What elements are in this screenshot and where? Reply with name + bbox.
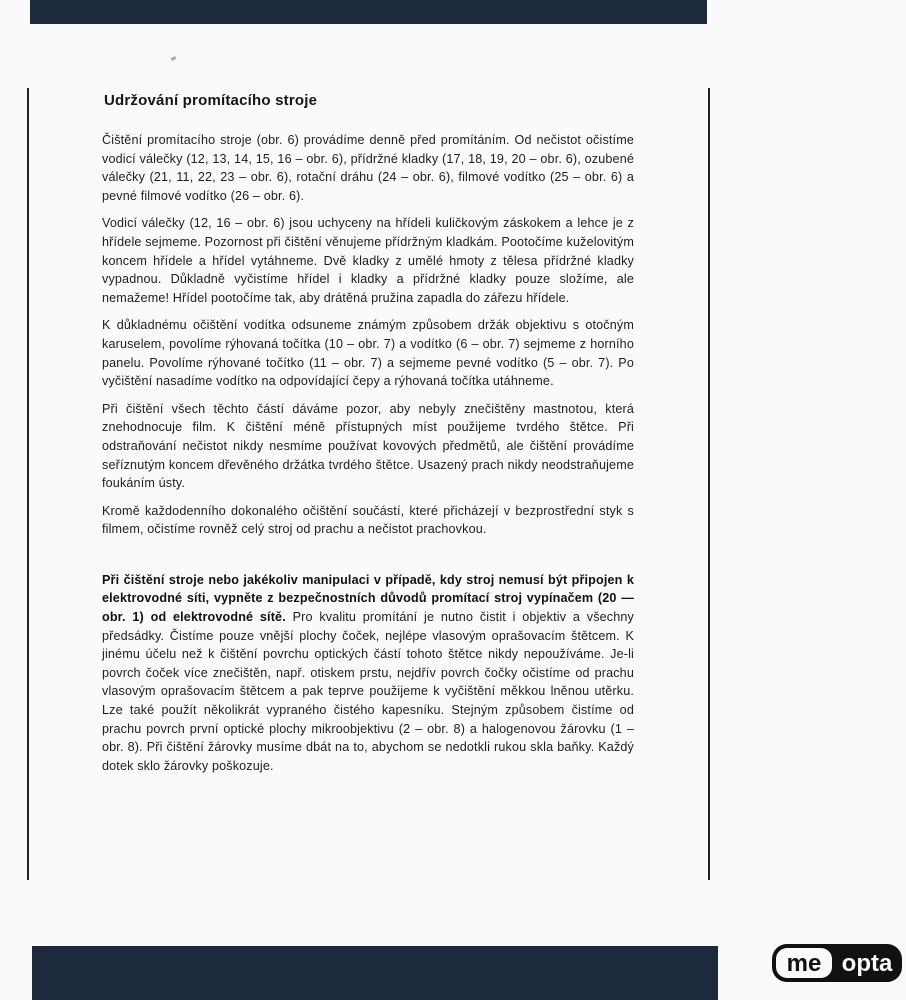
paragraph-guide-rollers: Vodicí válečky (12, 16 – obr. 6) jsou uchyceny na hřídeli kuličkovým záskokem a lehce je z hřídele sejmeme. Pozornost při čištění věnujeme přídržným kladkám. Pootočíme kuželovitým koncem hřídele a hřídel vytáhneme. Dvě kladky z umělé hmoty z tělesa přídržné kladky vypadnou. Důkladně vyčistíme hřídel i kladky a přídržné kladky pouze složíme, ale nemažeme! Hřídel pootočíme tak, aby drátěná pružina zapadla do zářezu hřídele. xyxy=(102,216,634,305)
section-title: Udržování promítacího stroje xyxy=(104,92,318,109)
top-band xyxy=(30,0,707,24)
paragraph-precautions: Při čištění všech těchto částí dáváme pozor, aby nebyly znečištěny mastnotou, která znehodnocuje film. K čištění méně přístupných míst použijeme tvrdého štětce. Při odstraňování nečistot nikdy nesmíme používat kovových předmětů, ale čištění provádíme seříznutým koncem dřevěného držátka tvrdého štětce. Usazený prach nikdy neodstraňujeme foukáním ústy. xyxy=(102,401,634,491)
paragraph-safety-optics xyxy=(102,571,634,776)
paragraph-dusting: Kromě každodenního dokonalého očištění součástí, které přicházejí v bezprostřední styk s filmem, očistíme rovněž celý stroj od prachu a nečistot prachovkou. xyxy=(102,503,634,537)
document-body xyxy=(102,88,634,784)
paragraph-film-guide: K důkladnému očištění vodítka odsuneme známým způsobem držák objektivu s otočným karuselem, povolíme rýhovaná točítka (10 – obr. 7) a vodítko (6 – obr. 7) sejmeme z horního panelu. Povolíme rýhované točítko (11 – obr. 7) a sejmeme pevné vodítko (5 – obr. 7). Po vyčištění nasadíme vodítko na odpovídající čepy a rýhovaná točítka utáhneme. xyxy=(102,318,634,389)
logo-text-me: me xyxy=(786,950,822,977)
bottom-band xyxy=(32,946,718,1000)
logo-text-opta: opta xyxy=(841,950,893,977)
paragraph-cleaning-overview: Čištění promítacího stroje (obr. 6) provádíme denně před promítáním. Od nečistot očistíme vodicí válečky (12, 13, 14, 15, 16 – obr. 6), přídržné kladky (17, 18, 19, 20 – obr. 6), ozubené válečky (21, 11, 22, 23 – obr. 6), rotační dráhu (24 – obr. 6), filmové vodítko (25 – obr. 6) a pevné filmové vodítko (26 – obr. 6). xyxy=(102,133,634,203)
left-margin-rule xyxy=(27,88,29,880)
meopta-logo xyxy=(770,940,904,986)
right-margin-rule xyxy=(708,88,710,880)
optics-cleaning-text: Pro kvalitu promítání je nutno čistit i objektiv a všechny předsádky. Čistíme pouze vnější plochy čoček, nejlépe vlasovým oprašovacím štětcem. K jinému účelu než k čištění povrchu optických částí tohoto štětce nikdy nepoužíváme. Je-li povrch čoček více znečištěn, např. otiskem prstu, nejdřív povrch čočky očistíme od prachu vlasovým oprašovacím štětcem a pak teprve použijeme k vyčištění měkkou lněnou utěrku. Lze také použít několikrát vypraného čistého kapesníku. Stejným způsobem čistíme od prachu povrch první optické plochy mikroobjektivu (2 – obr. 8) a halogenovou žárovku (1 – obr. 8). Při čištění žárovky musíme dbát na to, abychom se nedotkli rukou skla baňky. Každý dotek sklo žárovky poškozuje. xyxy=(102,610,635,773)
print-speck xyxy=(171,56,177,61)
safety-warning-bold: Při čištění stroje nebo jakékoliv manipulaci v případě, kdy stroj nemusí být připojen k elektrovodné síti, vypněte z bezpečnostních důvodů promítací stroj vypínačem (20 — obr. 1) od elektrovodné sítě. xyxy=(102,572,634,625)
